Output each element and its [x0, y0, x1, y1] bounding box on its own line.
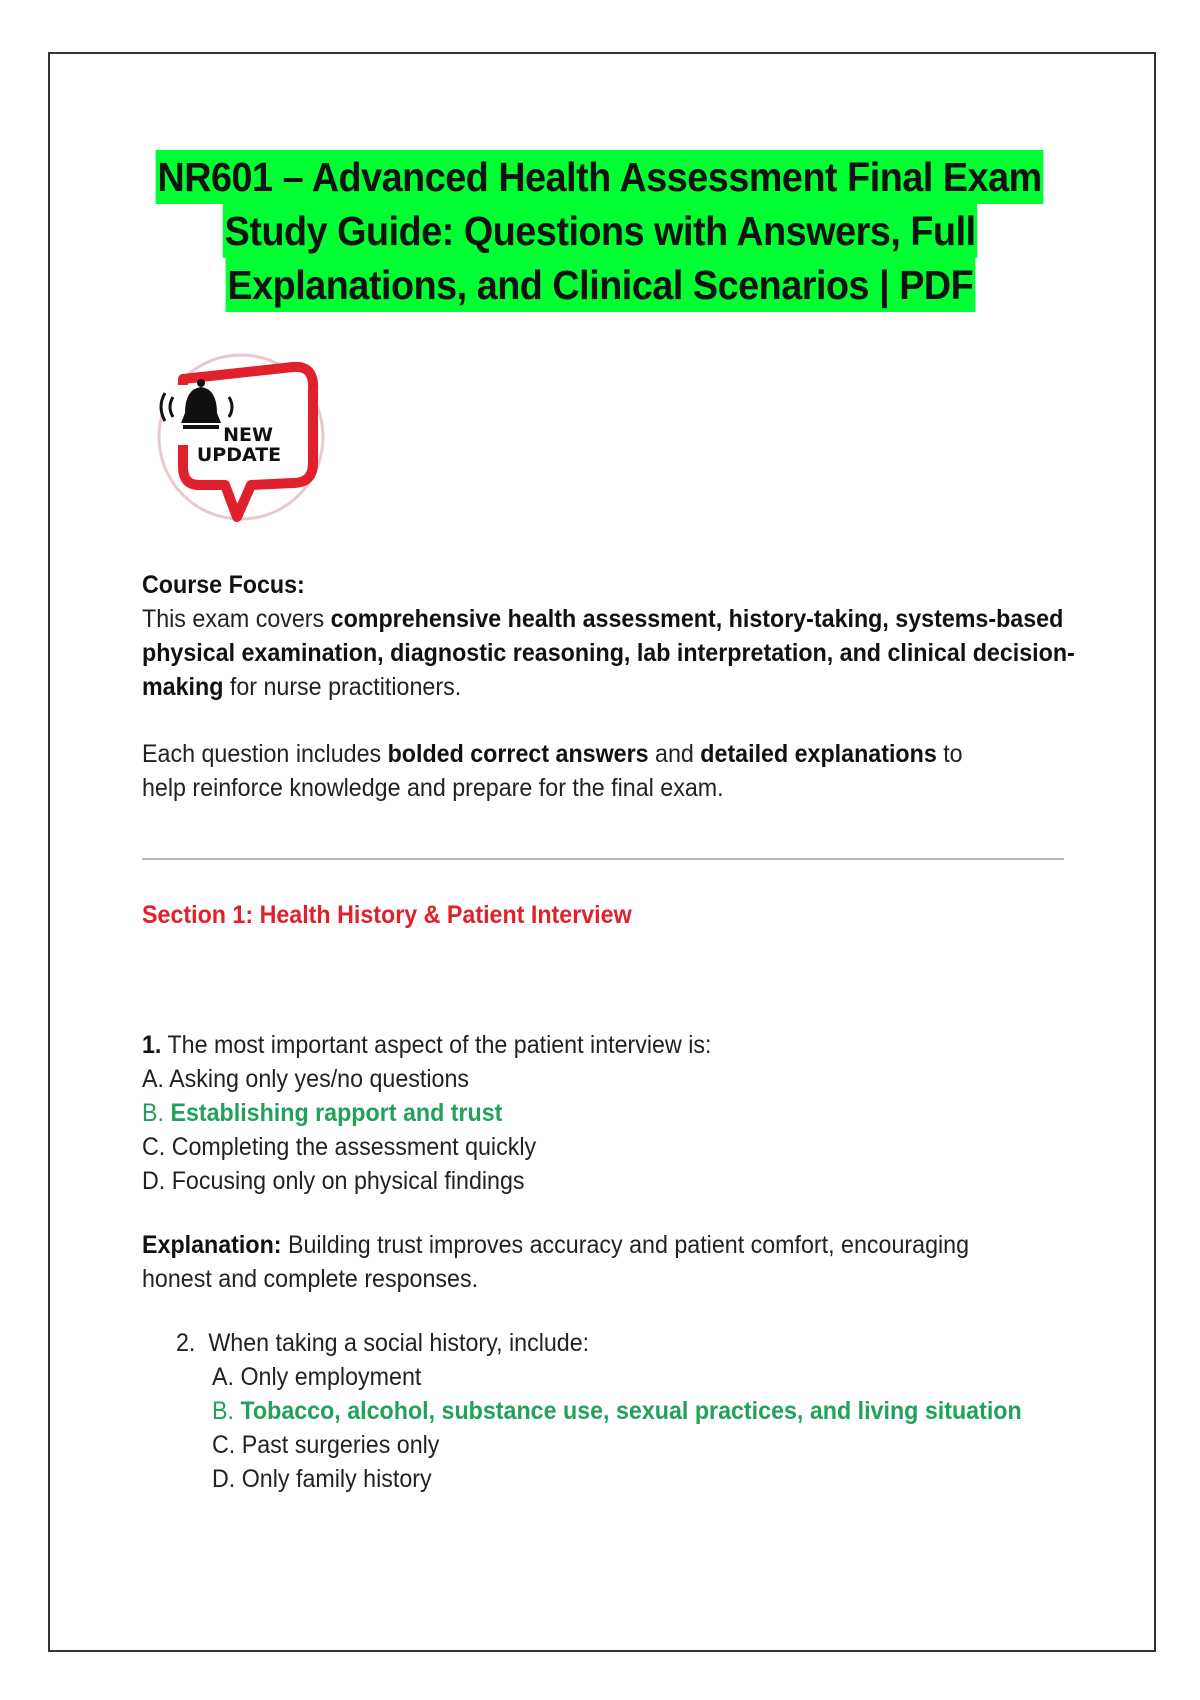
title-line-2: Study Guide: Questions with Answers, Full [223, 204, 978, 258]
question-1-stem: 1. The most important aspect of the patient interview is: [142, 1031, 712, 1059]
question-1-option-b-correct: B. Establishing rapport and trust [142, 1099, 503, 1127]
question-2-option-c: C. Past surgeries only [212, 1431, 440, 1459]
section-title: Section 1: Health History & Patient Interview [142, 901, 632, 929]
section-divider [142, 858, 1064, 860]
badge-update-text: UPDATE [196, 444, 282, 466]
question-1-option-c: C. Completing the assessment quickly [142, 1133, 537, 1161]
title-line-1: NR601 – Advanced Health Assessment Final Exam [156, 150, 1044, 204]
new-update-badge [143, 345, 343, 535]
course-focus-note: Each question includes bolded correct answers and detailed explanations to help reinforce knowledge and prepare for the final exam. [142, 740, 963, 802]
course-focus-paragraph: This exam covers comprehensive health assessment, history-taking, systems-based physical examination, diagnostic reasoning, lab interpretation, and clinical decision-making for nurse practitioners. [142, 605, 1075, 701]
course-focus-heading: Course Focus: [142, 571, 305, 599]
question-2-option-a: A. Only employment [212, 1363, 422, 1391]
question-1-option-d: D. Focusing only on physical findings [142, 1167, 525, 1195]
question-1-option-a: A. Asking only yes/no questions [142, 1065, 470, 1093]
question-2-stem: 2. When taking a social history, include: [176, 1329, 590, 1357]
title-line-3: Explanations, and Clinical Scenarios | PDF [225, 258, 975, 312]
question-1-explanation: Explanation: Building trust improves accuracy and patient comfort, encouraging honest and complete responses. [142, 1231, 970, 1293]
question-2-option-d: D. Only family history [212, 1465, 432, 1493]
badge-new-text: NEW [223, 424, 273, 446]
document-title [100, 150, 1100, 312]
question-2-option-b-correct: B. Tobacco, alcohol, substance use, sexual practices, and living situation [212, 1397, 1022, 1425]
